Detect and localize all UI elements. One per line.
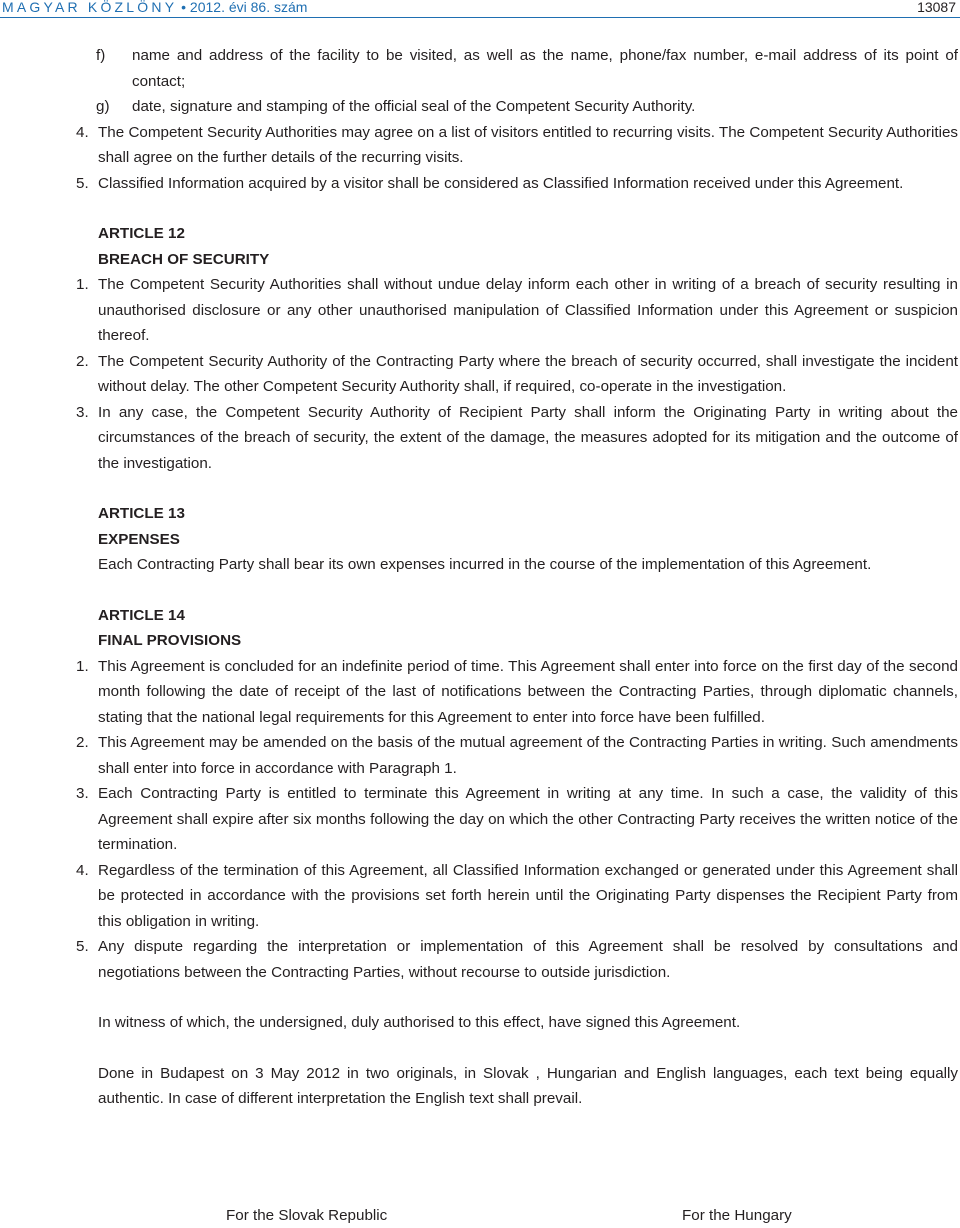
article-12-subtitle: BREACH OF SECURITY bbox=[98, 250, 270, 268]
done-statement: Done in Budapest on 3 May 2012 in two originals, in Slovak , Hungarian and English languages, each text being equally authentic. In case of different interpretation the English text shall prevail. bbox=[98, 1064, 958, 1107]
header-rule bbox=[0, 17, 960, 18]
item-text: The Competent Security Authorities shall without undue delay inform each other in writing of a breach of security resulting in unauthorised disclosure or any other unauthorised manipulation of Classified Information under this Agreement or suspicion thereof. bbox=[98, 276, 958, 344]
signature-slovak-republic: For the Slovak Republic bbox=[226, 1207, 388, 1224]
item-text: Regardless of the termination of this Agreement, all Classified Information exchanged or generated under this Agreement shall be protected in accordance with the provisions set forth herein until the Originating Party dispenses the Recipient Party from this obligation in writing. bbox=[98, 861, 958, 930]
list-item bbox=[76, 171, 958, 197]
item-number: 4. bbox=[76, 123, 89, 141]
list-item bbox=[76, 43, 958, 94]
witness-statement: In witness of which, the undersigned, duly authorised to this effect, have signed this Agreement. bbox=[98, 1014, 741, 1031]
item-text: Classified Information acquired by a visitor shall be considered as Classified Information received under this Agreement. bbox=[98, 174, 904, 192]
item-text: The Competent Security Authorities may agree on a list of visitors entitled to recurring visits. The Competent Security Authorities shall agree on the further details of the recurring visits. bbox=[98, 123, 958, 166]
list-item bbox=[76, 781, 958, 858]
document-body bbox=[76, 43, 958, 1112]
item-text: date, signature and stamping of the official seal of the Competent Security Authority. bbox=[132, 98, 696, 115]
article-13-title: ARTICLE 13 bbox=[98, 505, 185, 522]
list-item bbox=[76, 858, 958, 935]
article-12-title: ARTICLE 12 bbox=[98, 225, 185, 242]
item-text: Each Contracting Party is entitled to terminate this Agreement in writing at any time. In such a case, the validity of this Agreement shall expire after six months following the day on which the other Contracting Party receives the written notice of the termination. bbox=[98, 785, 958, 853]
header-bullet: • bbox=[181, 0, 187, 15]
item-number: 2. bbox=[76, 734, 89, 751]
item-number: 5. bbox=[76, 938, 89, 955]
item-number: 3. bbox=[76, 785, 89, 802]
list-item bbox=[76, 272, 958, 349]
journal-header bbox=[2, 0, 307, 14]
item-text: In any case, the Competent Security Authority of Recipient Party shall inform the Originating Party in writing about the circumstances of the breach of security, the extent of the damage, the measures adopted for its mitigation and the outcome of the investigation. bbox=[98, 403, 958, 472]
item-number: 4. bbox=[76, 861, 89, 879]
list-item bbox=[76, 349, 958, 400]
item-text: This Agreement is concluded for an indefinite period of time. This Agreement shall enter into force on the first day of the second month following the date of receipt of the last of notifications between the Contracting Parties, through diplomatic channels, stating that the national legal requirements for this Agreement to enter into force have been fulfilled. bbox=[98, 657, 958, 726]
item-number: 2. bbox=[76, 352, 89, 370]
item-text: name and address of the facility to be visited, as well as the name, phone/fax number, e-mail address of its point of contact; bbox=[132, 47, 958, 90]
item-label: g) bbox=[96, 98, 110, 115]
article-14-title: ARTICLE 14 bbox=[98, 606, 185, 624]
article-13-subtitle: EXPENSES bbox=[98, 530, 180, 548]
page-number: 13087 bbox=[917, 0, 956, 15]
item-label: f) bbox=[96, 47, 106, 64]
list-item bbox=[76, 94, 958, 120]
item-number: 1. bbox=[76, 276, 89, 293]
item-number: 3. bbox=[76, 403, 89, 421]
item-number: 1. bbox=[76, 657, 89, 675]
journal-name: MAGYAR KÖZLÖNY bbox=[2, 0, 178, 15]
article-14-subtitle: FINAL PROVISIONS bbox=[98, 632, 242, 649]
item-text: This Agreement may be amended on the basis of the mutual agreement of the Contracting Parties in writing. Such amendments shall enter into force in accordance with Paragraph 1. bbox=[98, 734, 958, 777]
issue-label: 2012. évi 86. szám bbox=[189, 0, 308, 15]
list-item bbox=[76, 400, 958, 477]
list-item bbox=[76, 934, 958, 985]
article-13-text: Each Contracting Party shall bear its own expenses incurred in the course of the implementation of this Agreement. bbox=[98, 556, 872, 573]
page-header bbox=[0, 0, 960, 16]
item-text: The Competent Security Authority of the Contracting Party where the breach of security occurred, shall investigate the incident without delay. The other Competent Security Authority shall, if required, co-operate in the investigation. bbox=[98, 352, 958, 395]
item-text: Any dispute regarding the interpretation or implementation of this Agreement shall be resolved by consultations and negotiations between the Contracting Parties, without recourse to outside jurisdiction. bbox=[98, 938, 958, 981]
list-item bbox=[76, 654, 958, 731]
list-item bbox=[76, 730, 958, 781]
signature-hungary: For the Hungary bbox=[682, 1207, 792, 1224]
item-number: 5. bbox=[76, 174, 89, 192]
list-item bbox=[76, 120, 958, 171]
